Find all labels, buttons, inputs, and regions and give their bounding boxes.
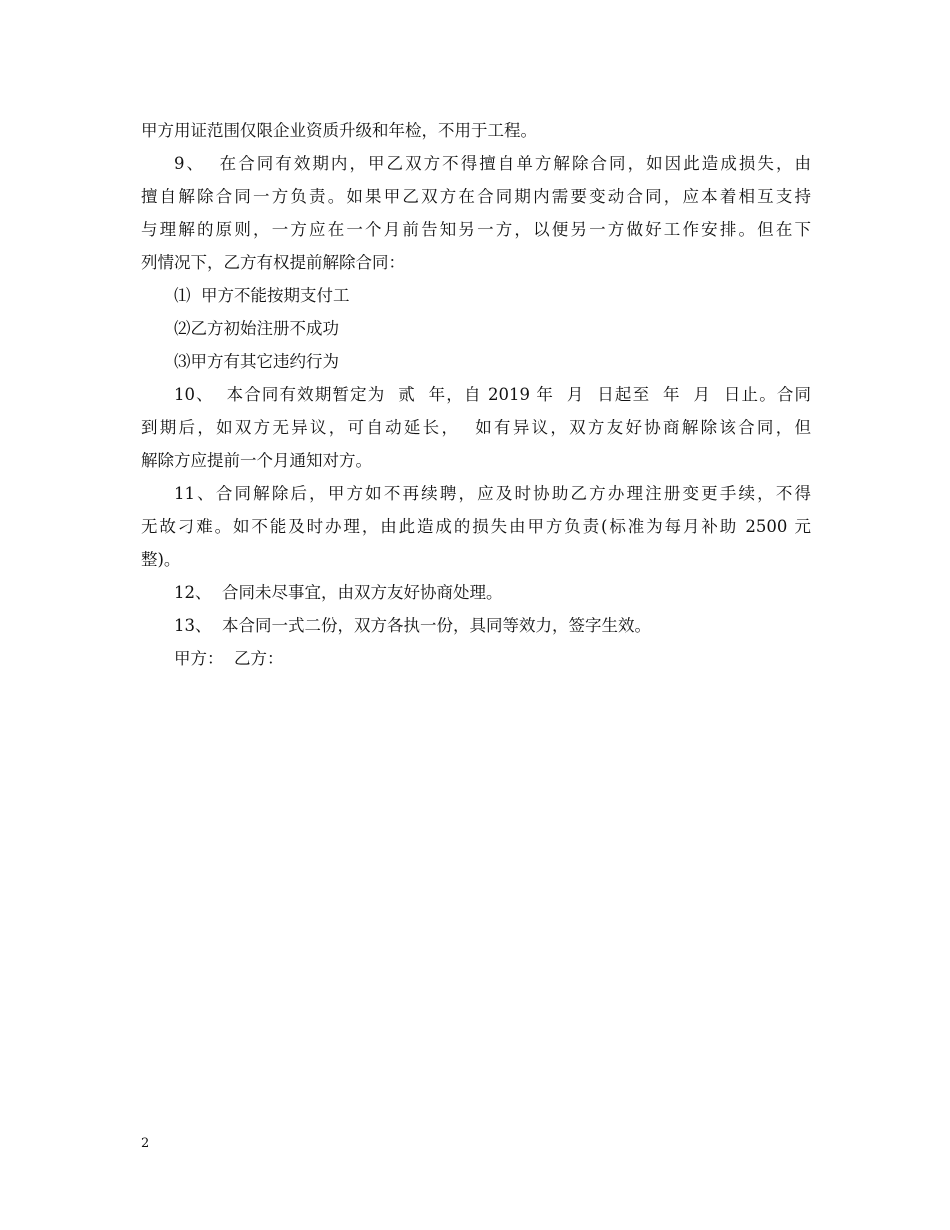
clause-11-line: 无故刁难。如不能及时办理，由此造成的损失由甲方负责(标准为每月补助 2500 元 <box>141 517 811 536</box>
clause-11-line: 整)。 <box>141 550 181 569</box>
paragraph-line: 甲方用证范围仅限企业资质升级和年检，不用于工程。 <box>141 121 537 140</box>
clause-10-line: 解除方应提前一个月通知对方。 <box>141 451 372 470</box>
termination-condition-1: ⑴ 甲方不能按期支付工 <box>174 286 350 305</box>
document-body <box>141 117 811 678</box>
page-number: 2 <box>141 1136 150 1151</box>
clause-9-line: 9、 在合同有效期内，甲乙双方不得擅自单方解除合同，如因此造成损失，由 <box>174 154 811 173</box>
clause-9-line: 擅自解除合同一方负责。如果甲乙双方在合同期内需要变动合同，应本着相互支持 <box>141 187 811 206</box>
signature-line: 甲方： 乙方： <box>174 649 284 668</box>
clause-9-line: 与理解的原则，一方应在一个月前告知另一方，以便另一方做好工作安排。但在下 <box>141 220 811 239</box>
clause-12-line: 12、 合同未尽事宜，由双方友好协商处理。 <box>174 583 503 602</box>
clause-9-line: 列情况下，乙方有权提前解除合同： <box>141 253 405 272</box>
termination-condition-2: ⑵乙方初始注册不成功 <box>174 319 339 338</box>
clause-11-line: 11、合同解除后，甲方如不再续聘，应及时协助乙方办理注册变更手续，不得 <box>174 484 811 503</box>
clause-13-line: 13、 本合同一式二份，双方各执一份，具同等效力，签字生效。 <box>174 616 651 635</box>
clause-10-line: 10、 本合同有效期暂定为 贰 年，自 2019 年 月 日起至 年 月 日止。合同 <box>174 385 811 404</box>
termination-condition-3: ⑶甲方有其它违约行为 <box>174 352 339 371</box>
clause-10-line: 到期后，如双方无异议，可自动延长， 如有异议，双方友好协商解除该合同，但 <box>141 418 811 437</box>
